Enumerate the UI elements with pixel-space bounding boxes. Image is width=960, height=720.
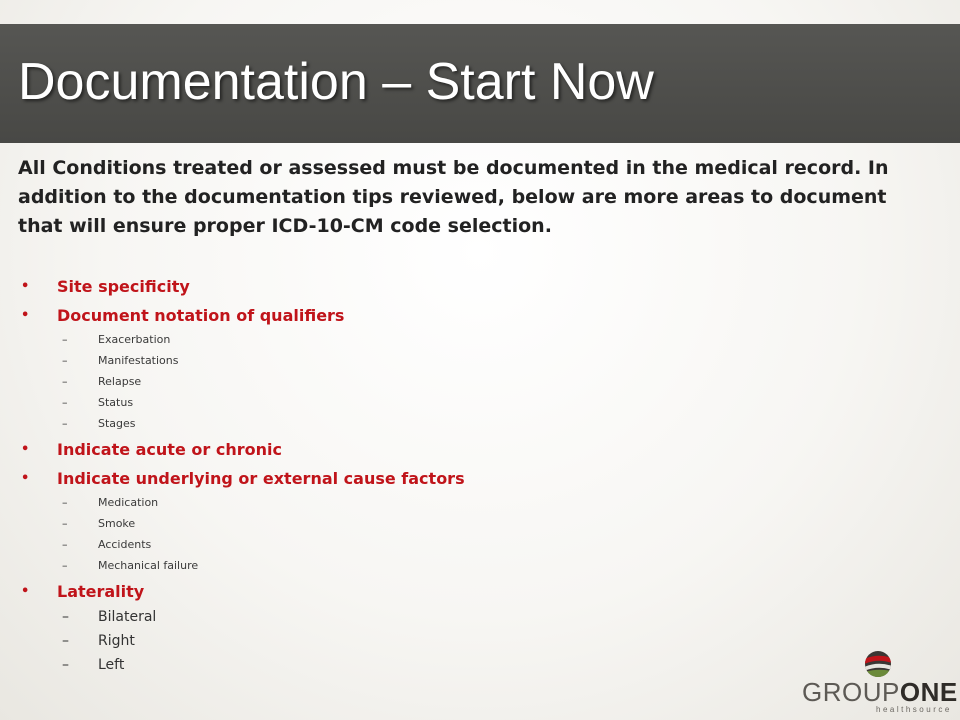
list-item-text: Indicate underlying or external cause factors: [57, 469, 465, 488]
list-item: [18, 469, 918, 489]
dash-icon: –: [62, 333, 68, 346]
sub-list-item: [18, 396, 918, 410]
dash-icon: –: [62, 609, 69, 625]
dash-icon: –: [62, 633, 69, 649]
dash-icon: –: [62, 354, 68, 367]
logo-tagline: healthsource: [876, 705, 952, 714]
list-item-text: Document notation of qualifiers: [57, 306, 345, 325]
title-bar: [0, 24, 960, 143]
intro-paragraph: All Conditions treated or assessed must be documented in the medical record. In addition to the documentation tips reviewed, below are more areas to document that will ensure proper ICD-10-CM code selection.: [18, 157, 889, 237]
bullet-icon: •: [21, 442, 30, 457]
dash-icon: –: [62, 657, 69, 673]
slide-title: Documentation – Start Now: [18, 53, 654, 111]
bullet-icon: •: [21, 471, 30, 486]
sub-list-item: [18, 333, 918, 347]
bullet-list: [18, 272, 918, 674]
list-item-text: Status: [98, 396, 134, 409]
sub-list-item: [18, 632, 918, 650]
dash-icon: –: [62, 517, 68, 530]
list-item-text: Medication: [98, 496, 159, 509]
list-item-text: Mechanical failure: [98, 559, 199, 572]
list-item-text: Exacerbation: [98, 333, 171, 346]
list-item-text: Left: [98, 657, 125, 673]
bullet-icon: •: [21, 308, 30, 323]
dash-icon: –: [62, 417, 68, 430]
list-item-text: Site specificity: [57, 277, 190, 296]
sub-list-item: [18, 496, 918, 510]
list-item-text: Indicate acute or chronic: [57, 440, 282, 459]
bullet-icon: •: [21, 279, 30, 294]
dash-icon: –: [62, 538, 68, 551]
logo-wordmark: GROUPONE: [802, 677, 958, 707]
list-item-text: Laterality: [57, 582, 145, 601]
bullet-icon: •: [21, 584, 30, 599]
list-item-text: Right: [98, 633, 135, 649]
groupone-logo: [800, 650, 958, 716]
sub-list-item: [18, 517, 918, 531]
list-item: [18, 440, 918, 460]
dash-icon: –: [62, 496, 68, 509]
logo-globe-icon: [864, 650, 892, 678]
list-item-text: Smoke: [98, 517, 136, 530]
list-item-text: Relapse: [98, 375, 142, 388]
dash-icon: –: [62, 396, 68, 409]
list-item-text: Stages: [98, 417, 136, 430]
sub-list-item: [18, 375, 918, 389]
list-item: [18, 277, 918, 297]
list-item: [18, 582, 918, 602]
list-item-text: Bilateral: [98, 609, 157, 625]
list-item-text: Manifestations: [98, 354, 179, 367]
list-item: [18, 306, 918, 326]
sub-list-item: [18, 538, 918, 552]
dash-icon: –: [62, 375, 68, 388]
dash-icon: –: [62, 559, 68, 572]
list-item-text: Accidents: [98, 538, 152, 551]
sub-list-item: [18, 656, 918, 674]
sub-list-item: [18, 608, 918, 626]
sub-list-item: [18, 354, 918, 368]
sub-list-item: [18, 559, 918, 573]
sub-list-item: [18, 417, 918, 431]
